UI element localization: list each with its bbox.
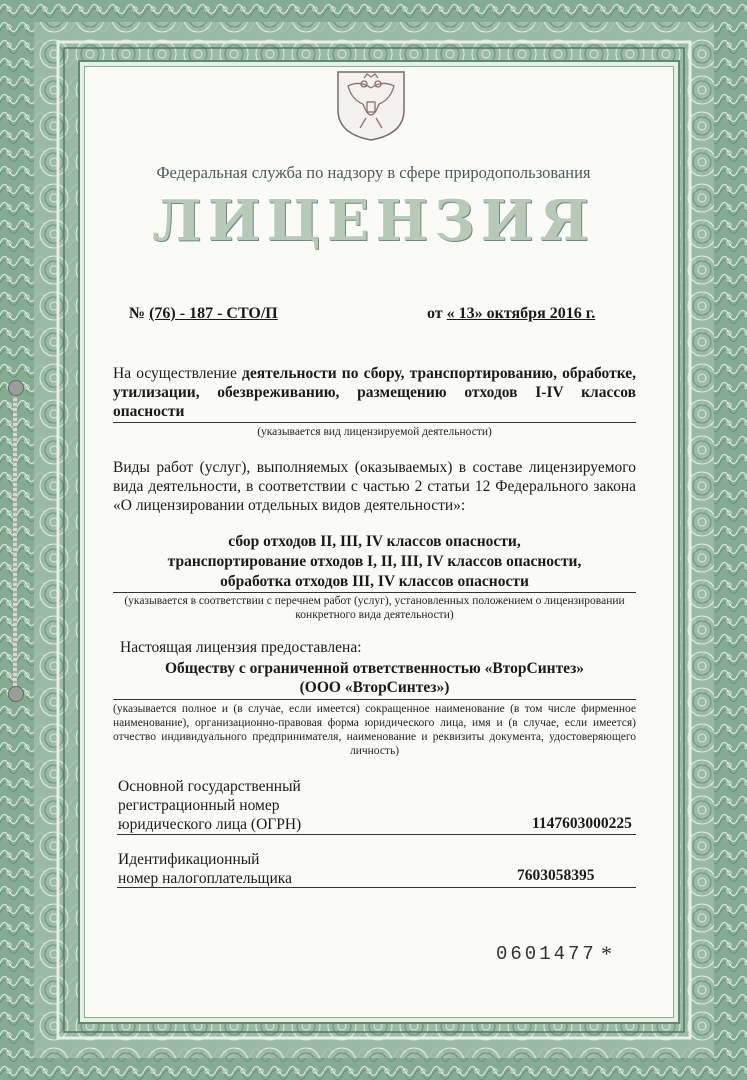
company-full-name: Обществу с ограниченной ответственностью «ВторСинтез»: [164, 660, 585, 677]
activity-text: деятельности по сбору, транспортированию, обработке, утилизации, обезвреживанию, размещению отходов I-IV классов опасности: [113, 365, 637, 420]
coat-of-arms-icon: [330, 66, 412, 142]
company-short-name: (ООО «ВторСинтез»): [299, 679, 450, 696]
serial-number: 0601477: [496, 943, 597, 965]
works-item: сбор отходов II, III, IV классов опасности,: [228, 533, 521, 550]
agency-name: Федеральная служба по надзору в сфере природопользования: [156, 163, 591, 182]
inn-label: [118, 850, 292, 888]
granted-label: Настоящая лицензия предоставлена:: [120, 639, 362, 656]
license-number-prefix: №: [129, 305, 146, 322]
license-date-prefix: от: [427, 305, 443, 322]
company-name-block: [113, 659, 636, 697]
divider: [113, 592, 636, 593]
ogrn-label-line: Основной государственный: [118, 778, 301, 795]
works-hint: (указывается в соответствии с перечнем работ (услуг), установленных положением о лицензировании конкретного вида деятельности): [124, 595, 625, 621]
inn-label-line: Идентификационный: [118, 851, 260, 868]
holder-hint: (указывается полное и (в случае, если имеется) сокращенное наименование (в том числе фирменное наименование), организационно-правовая форма юридического лица, имя и (в случае, если имеется) отчество индивидуального предпринимателя, наименование и реквизиты документа, удостоверяющего личность): [113, 703, 636, 757]
divider: [117, 834, 636, 835]
works-item: транспортирование отходов I, II, III, IV классов опасности,: [167, 553, 582, 570]
license-date: [427, 305, 595, 323]
ogrn-label: [118, 777, 301, 834]
serial-mark: *: [601, 941, 612, 966]
license-number-value: (76) - 187 - СТО/П: [149, 305, 278, 322]
divider: [117, 887, 636, 888]
inn-value: 7603058395: [517, 867, 595, 884]
ogrn-value: 1147603000225: [532, 815, 632, 832]
divider: [113, 422, 636, 423]
license-date-value: « 13» октября 2016 г.: [446, 305, 596, 322]
ogrn-label-line: юридического лица (ОГРН): [118, 816, 302, 833]
works-list: [113, 532, 636, 592]
license-number: [129, 305, 278, 323]
works-intro: Виды работ (услуг), выполняемых (оказываемых) в составе лицензируемого вида деятельности, в соответствии с частью 2 статьи 12 Федерального закона «О лицензировании отдельных видов деятельности»:: [113, 459, 636, 514]
document-title: ЛИЦЕНЗИЯ: [152, 188, 595, 254]
works-item: обработка отходов III, IV классов опасности: [220, 573, 529, 590]
activity-paragraph: [113, 364, 636, 421]
inn-label-line: номер налогоплательщика: [118, 870, 292, 887]
activity-hint: (указывается вид лицензируемой деятельности): [257, 426, 492, 438]
divider: [113, 699, 636, 700]
activity-lead: На осуществление: [113, 365, 237, 382]
ogrn-label-line: регистрационный номер: [118, 797, 280, 814]
